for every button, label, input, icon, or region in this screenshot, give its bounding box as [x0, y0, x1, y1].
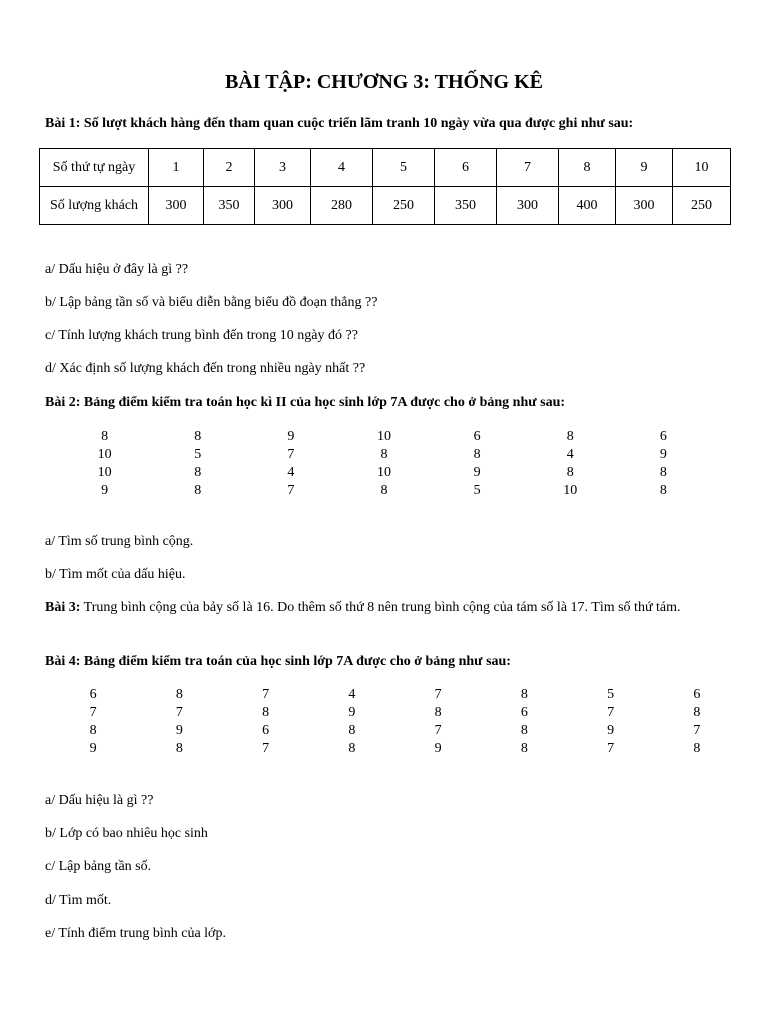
score-cell: 8 [89, 723, 97, 738]
table-cell: 1 [149, 149, 204, 187]
score-cell: 8 [520, 741, 528, 756]
score-cell: 8 [175, 741, 183, 756]
table-cell: 8 [559, 149, 616, 187]
bai1-table [39, 148, 731, 225]
score-cell: 6 [659, 429, 667, 444]
table-cell: 350 [435, 187, 497, 225]
table-row-visitors [40, 187, 731, 225]
table-cell: 400 [559, 187, 616, 225]
table-cell: 300 [497, 187, 559, 225]
bai2-score-grid [58, 428, 710, 500]
score-cell: 10 [97, 447, 112, 462]
score-cell: 9 [101, 483, 109, 498]
score-cell: 7 [693, 723, 701, 738]
score-cell: 10 [97, 465, 112, 480]
score-cell: 6 [520, 705, 528, 720]
bai1-heading: Bài 1: Số lượt khách hàng đến tham quan cuộc triển lãm tranh 10 ngày vừa qua được ghi như sau: [45, 116, 634, 131]
score-cell: 8 [175, 687, 183, 702]
bai3-text: Trung bình cộng của bảy số là 16. Do thêm số thứ 8 nên trung bình cộng của tám số là 17. Tìm số thứ tám. [80, 600, 681, 615]
row-label: Số lượng khách [40, 187, 149, 225]
score-cell: 9 [659, 447, 667, 462]
score-cell: 8 [262, 705, 270, 720]
score-cell: 8 [520, 687, 528, 702]
score-cell: 4 [348, 687, 356, 702]
score-cell: 9 [175, 723, 183, 738]
table-cell: 250 [373, 187, 435, 225]
score-cell: 8 [473, 447, 481, 462]
row-label: Số thứ tự ngày [40, 149, 149, 187]
score-cell: 7 [89, 705, 97, 720]
score-cell: 5 [194, 447, 202, 462]
bai2-question-a: a/ Tìm số trung bình cộng. [45, 534, 194, 549]
bai4-question-c: c/ Lập bảng tần số. [45, 859, 152, 874]
score-cell: 8 [693, 741, 701, 756]
bai4-question-a: a/ Dấu hiệu là gì ?? [45, 793, 154, 808]
score-cell: 10 [376, 465, 391, 480]
table-cell: 300 [255, 187, 311, 225]
table-cell: 10 [673, 149, 731, 187]
score-cell: 7 [434, 723, 442, 738]
score-cell: 9 [607, 723, 615, 738]
bai1-question-b: b/ Lập bảng tần số và biểu diễn bằng biểu đồ đoạn thẳng ?? [45, 295, 378, 310]
bai3-label: Bài 3: [45, 600, 81, 615]
score-cell: 8 [659, 465, 667, 480]
score-cell: 7 [434, 687, 442, 702]
score-cell: 8 [659, 483, 667, 498]
score-cell: 7 [287, 483, 295, 498]
score-cell: 8 [101, 429, 109, 444]
table-cell: 9 [616, 149, 673, 187]
score-cell: 9 [348, 705, 356, 720]
score-cell: 9 [434, 741, 442, 756]
score-cell: 6 [693, 687, 701, 702]
table-cell: 300 [616, 187, 673, 225]
score-cell: 10 [563, 483, 578, 498]
score-cell: 8 [693, 705, 701, 720]
table-cell: 280 [311, 187, 373, 225]
table-cell: 6 [435, 149, 497, 187]
table-cell: 300 [149, 187, 204, 225]
table-cell: 350 [204, 187, 255, 225]
score-cell: 8 [566, 465, 574, 480]
score-cell: 8 [566, 429, 574, 444]
score-cell: 9 [287, 429, 295, 444]
table-cell: 7 [497, 149, 559, 187]
score-cell: 6 [262, 723, 270, 738]
bai3-paragraph [45, 596, 715, 620]
score-cell: 7 [607, 705, 615, 720]
score-cell: 4 [566, 447, 574, 462]
score-cell: 7 [262, 687, 270, 702]
score-cell: 8 [194, 483, 202, 498]
bai4-score-grid [50, 686, 740, 758]
bai1-question-a: a/ Dấu hiệu ở đây là gì ?? [45, 262, 189, 277]
bai2-question-b: b/ Tìm mốt của dấu hiệu. [45, 567, 186, 582]
page-title: BÀI TẬP: CHƯƠNG 3: THỐNG KÊ [225, 71, 543, 93]
score-cell: 8 [348, 741, 356, 756]
bai1-question-d: d/ Xác định số lượng khách đến trong nhiều ngày nhất ?? [45, 361, 366, 376]
table-cell: 3 [255, 149, 311, 187]
score-cell: 10 [376, 429, 391, 444]
score-cell: 7 [287, 447, 295, 462]
score-cell: 7 [262, 741, 270, 756]
score-cell: 7 [175, 705, 183, 720]
table-cell: 250 [673, 187, 731, 225]
table-row-days [40, 149, 731, 187]
score-cell: 9 [89, 741, 97, 756]
score-cell: 8 [380, 447, 388, 462]
bai4-question-d: d/ Tìm mốt. [45, 893, 112, 908]
score-cell: 8 [380, 483, 388, 498]
score-cell: 8 [194, 465, 202, 480]
bai2-heading: Bài 2: Bảng điểm kiểm tra toán học kì II của học sinh lớp 7A được cho ở bảng như sau: [45, 395, 566, 410]
score-cell: 5 [607, 687, 615, 702]
score-cell: 8 [348, 723, 356, 738]
bai1-question-c: c/ Tính lượng khách trung bình đến trong 10 ngày đó ?? [45, 328, 358, 343]
bai4-question-b: b/ Lớp có bao nhiêu học sinh [45, 826, 208, 841]
score-cell: 5 [473, 483, 481, 498]
score-cell: 8 [520, 723, 528, 738]
score-cell: 7 [607, 741, 615, 756]
score-cell: 8 [434, 705, 442, 720]
score-cell: 6 [89, 687, 97, 702]
score-cell: 8 [194, 429, 202, 444]
table-cell: 2 [204, 149, 255, 187]
score-cell: 6 [473, 429, 481, 444]
score-cell: 4 [287, 465, 295, 480]
bai4-question-e: e/ Tính điểm trung bình của lớp. [45, 926, 226, 941]
table-cell: 4 [311, 149, 373, 187]
score-cell: 9 [473, 465, 481, 480]
bai4-heading: Bài 4: Bảng điểm kiểm tra toán của học sinh lớp 7A được cho ở bảng như sau: [45, 654, 511, 669]
table-cell: 5 [373, 149, 435, 187]
